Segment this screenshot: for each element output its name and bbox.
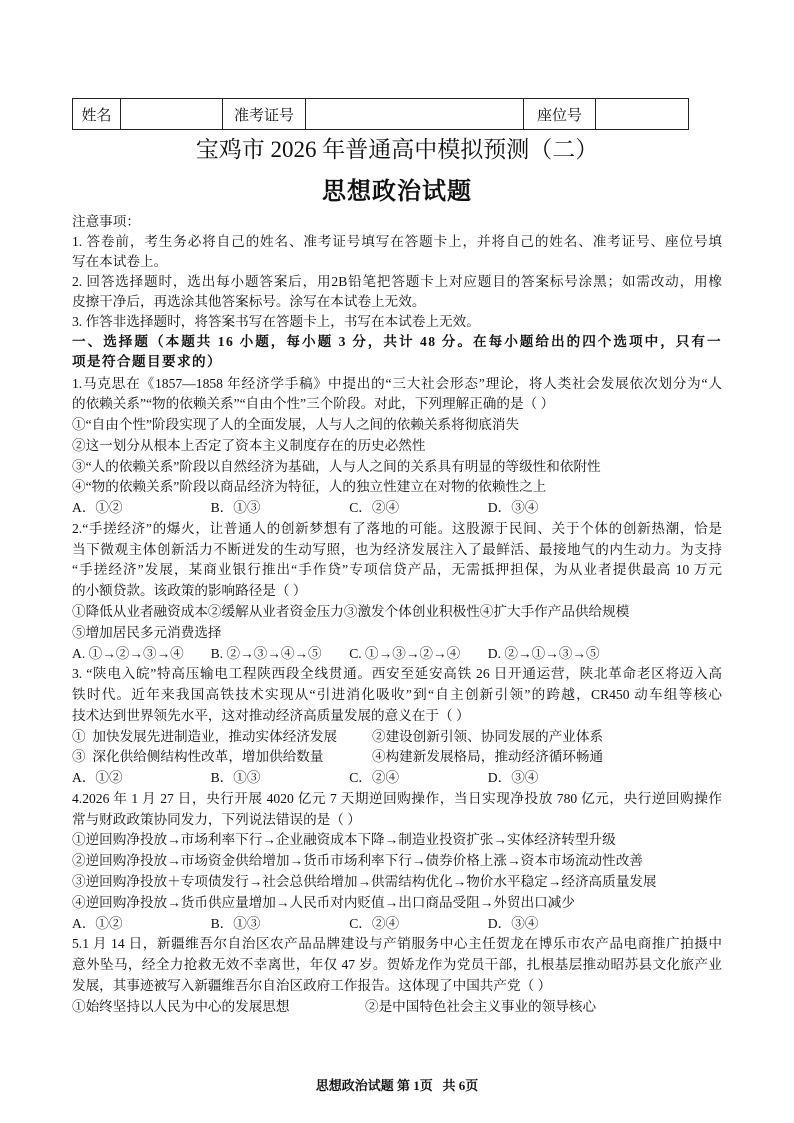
question-2-stem-line: “手搓经济”发展，某商业银行推出“手作贷”专项信贷产品，无需抵押担保，为从业者提供最高 10 万元 [72,562,722,578]
section-heading-line: 项是符合题目要求的） [72,354,222,369]
notice-line: 2. 回答选择题时，选出每小题答案后，用2B铅笔把答题卡上对应题目的答案标号涂黑；如需改动，用橡 [72,274,722,289]
option-a: A．①② [72,500,123,516]
question-1-statement: ①“自由个性”阶段实现了人的全面发展，人与人之间的依赖关系将彻底消失 [72,417,520,433]
question-3-statement: ②建设创新引领、协同发展的产业体系 [372,728,604,744]
notice-line: 3. 作答非选择题时，将答案书写在答题卡上，书写在本试卷上无效。 [72,314,480,329]
option-c: C．②④ [349,770,400,786]
candidate-info-row [73,99,689,130]
question-5-statement: ①始终坚持以人民为中心的发展思想 [72,998,290,1014]
question-1-stem-line: 1.马克思在《1857—1858 年经济学手稿》中提出的“三大社会形态”理论，将人类社会发展依次划分为“人 [72,375,722,391]
option-b: B．①③ [210,770,261,786]
name-label: 姓名 [73,99,121,130]
candidate-info-table [72,98,689,130]
question-5-statement: ②是中国特色社会主义事业的领导核心 [365,998,597,1014]
question-1-statement: ③“人的依赖关系”阶段以自然经济为基础，人与人之间的关系具有明显的等级性和依附性 [72,458,601,474]
question-3-stem-line: 铁时代。近年来我国高铁技术实现从“引进消化吸收”到“自主创新引领”的跨越，CR450 动车组等核心 [72,687,722,703]
question-4-stem-line: 4.2026 年 1 月 27 日，央行开展 4020 亿元 7 天期逆回购操作，当日实现净投放 780 亿元，央行逆回购操作 [72,790,722,806]
seat-blank-cell [596,99,689,130]
question-5-stem-line: 意外坠马，经全力抢救无效不幸离世，年仅 47 岁。贺娇龙作为党员干部，扎根基层推动昭苏县文化旅产业 [72,957,722,973]
option-c: C．②④ [349,915,400,931]
option-b: B．①③ [210,915,261,931]
seat-label: 座位号 [524,99,596,130]
question-3-statement: ④构建新发展格局，推动经济循环畅通 [372,749,604,765]
option-b: B．①③ [210,500,261,516]
exam-title: 宝鸡市 2026 年普通高中模拟预测（二） [195,137,599,162]
name-blank-cell [121,99,223,130]
question-4-statement: ④逆回购净投放→货币供应量增加→人民币对内贬值→出口商品受阻→外贸出口减少 [72,894,575,910]
option-a: A. ①→②→③→④ [72,645,184,661]
option-d: D．③④ [487,500,539,516]
option-c: C. ①→③→②→④ [349,645,461,661]
notice-line: 皮擦干净后，再选涂其他答案标号。涂写在本试卷上无效。 [72,294,426,309]
question-2-stem-line: 的小额贷款。该政策的影响路径是（ ） [72,583,307,599]
question-3-statement-row [72,747,722,768]
question-3-statement: ③ 深化供给侧结构性改革，增加供给数量 [72,749,324,765]
question-1-statement: ④“物的依赖关系”阶段以商品经济为特征，人的独立性建立在对物的依赖性之上 [72,479,547,495]
question-3-options [72,768,722,789]
option-d: D. ②→①→③→⑤ [487,645,600,661]
question-2-options [72,644,722,665]
subject-title: 思想政治试题 [322,179,472,205]
question-3-statement: ① 加快发展先进制造业，推动实体经济发展 [72,728,338,744]
notice-line: 1. 答卷前，考生务必将自己的姓名、准考证号填写在答题卡上，并将自己的姓名、准考证号、座位号填 [72,234,722,249]
question-4-options [72,914,722,935]
question-4-statement: ②逆回购净投放→市场资金供给增加→货币市场利率下行→债券价格上涨→资本市场流动性改善 [72,853,643,869]
question-1-statement: ②这一划分从根本上否定了资本主义制度存在的历史必然性 [72,437,426,453]
question-5-stem-line: 5.1 月 14 日，新疆维吾尔自治区农产品品牌建设与产销服务中心主任贺龙在博乐市农产品电商推广拍摄中 [72,936,722,952]
exam-id-blank-cell [306,99,524,130]
exam-id-label: 准考证号 [223,99,306,130]
questions-block [72,374,722,1018]
option-c: C．②④ [349,500,400,516]
section-heading-line: 一、选择题（本题共 16 小题，每小题 3 分，共计 48 分。在每小题给出的四个选项中，只有一 [72,334,722,349]
question-2-stem-line: 当下微观主体创新活力不断迸发的生动写照，也为经济发展注入了最鲜活、最接地气的内生动力。为支持 [72,541,722,557]
question-4-stem-line: 常与财政政策协同发力，下列说法错误的是（ ） [72,811,361,827]
page-footer: 思想政治试题 第 1页 共 6页 [315,1078,479,1093]
question-5-stem-line: 发展，其事迹被写入新疆维吾尔自治区政府工作报告。这体现了中国共产党（ ） [72,977,552,993]
option-d: D．③④ [487,770,539,786]
question-2-stem-line: 2.“手搓经济”的爆火，让普通人的创新梦想有了落地的可能。这股源于民间、关于个体的创新热潮，恰是 [72,520,722,536]
question-4-statement: ③逆回购净投放＋专项债发行→社会总供给增加→供需结构优化→物价水平稳定→经济高质量发展 [72,873,657,889]
notice-line: 写在本试卷上。 [72,254,168,269]
notice-block [72,212,722,372]
question-2-statement: ①降低从业者融资成本②缓解从业者资金压力③激发个体创业积极性④扩大手作产品供给规模 [72,604,630,620]
question-1-options [72,498,722,519]
question-3-stem-line: 技术达到世界领先水平，这对推动经济高质量发展的意义在于（ ） [72,707,470,723]
question-3-stem-line: 3. “陕电入皖”特高压输电工程陕西段全线贯通。西安至延安高铁 26 日开通运营，陕北革命老区将迈入高 [72,666,722,682]
notice-heading: 注意事项： [72,214,140,229]
option-b: B. ②→③→④→⑤ [210,645,322,661]
question-2-statement: ⑤增加居民多元消费选择 [72,624,222,640]
question-1-stem-line: 的依赖关系”“物的依赖关系”“自由个性”三个阶段。对此，下列理解正确的是（ ） [72,396,555,412]
option-a: A．①② [72,915,123,931]
question-4-statement: ①逆回购净投放→市场利率下行→企业融资成本下降→制造业投资扩张→实体经济转型升级 [72,832,616,848]
option-a: A．①② [72,770,123,786]
question-5-statement-row [72,997,722,1018]
question-3-statement-row [72,727,722,748]
option-d: D．③④ [487,915,539,931]
